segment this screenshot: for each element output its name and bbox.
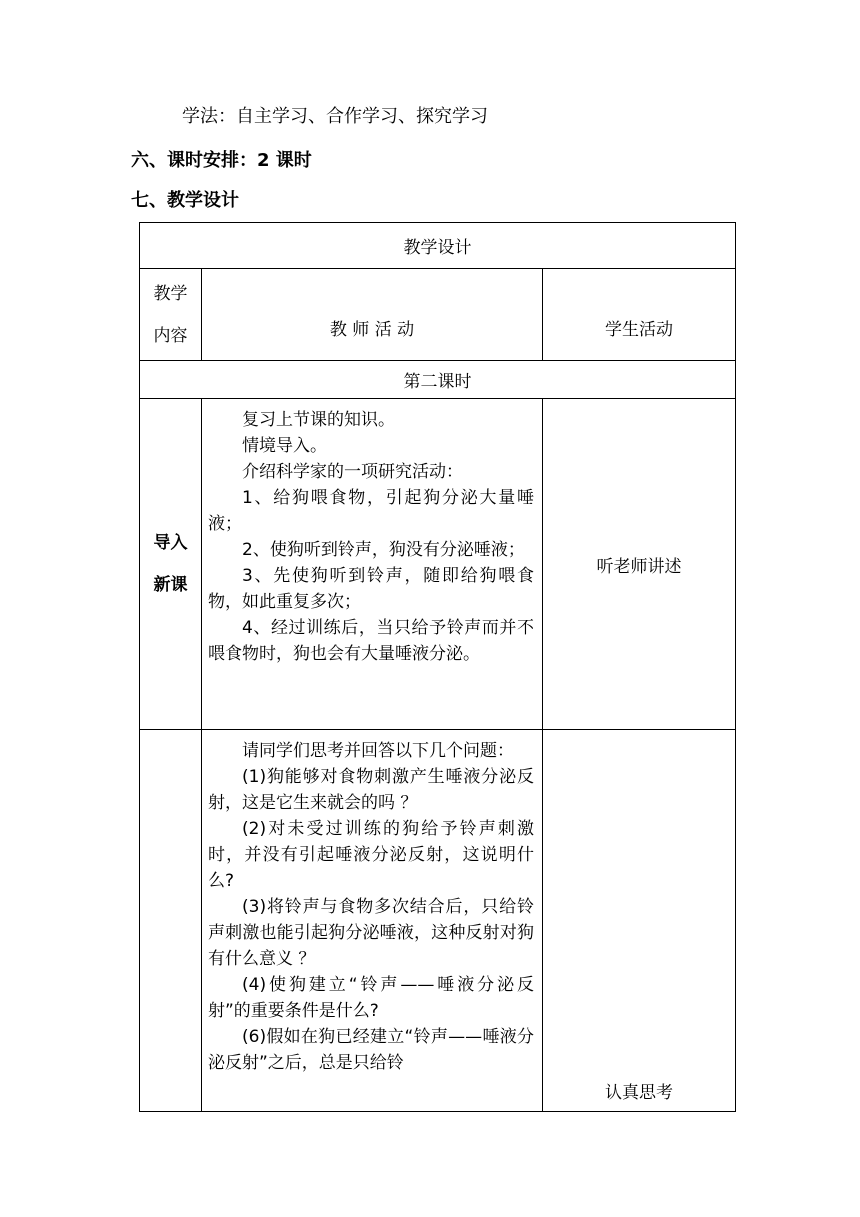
row1-paragraph: 3、先使狗听到铃声，随即给狗喂食物，如此重复多次； <box>208 566 534 612</box>
row1-paragraph: 1、给狗喂食物，引起狗分泌大量唾液； <box>208 488 534 534</box>
table-title: 教学设计 <box>140 223 736 269</box>
row1-label-line1: 导入 <box>153 533 188 553</box>
row2-paragraph: (4)使狗建立“铃声——唾液分泌反射”的重要条件是什么? <box>208 975 534 1021</box>
row1-label-line2: 新课 <box>153 575 188 595</box>
row2-paragraph: (6)假如在狗已经建立“铃声——唾液分泌反射”之后，总是只给铃 <box>208 1027 534 1073</box>
row1-label <box>140 399 202 730</box>
section-six-heading: 六、课时安排：2 课时 <box>131 150 312 171</box>
row2-paragraph: 请同学们思考并回答以下几个问题： <box>242 741 514 761</box>
col-content-header-line1: 教学 <box>153 283 188 304</box>
row2-paragraph: (2)对未受过训练的狗给予铃声刺激时，并没有引起唾液分泌反射，这说明什么? <box>208 819 534 891</box>
row2-student-activity: 认真思考 <box>543 730 736 1112</box>
col-teacher-header: 教 师 活 动 <box>202 269 543 361</box>
row1-paragraph: 复习上节课的知识。 <box>242 410 395 430</box>
teaching-design-table <box>139 222 736 1112</box>
row2-paragraph: (1)狗能够对食物刺激产生唾液分泌反射，这是它生来就会的吗 ？ <box>208 767 534 813</box>
session-label: 第二课时 <box>140 361 736 399</box>
row1-paragraph: 介绍科学家的一项研究活动： <box>242 462 463 482</box>
row1-student-activity: 听老师讲述 <box>543 399 736 730</box>
section-seven-heading: 七、教学设计 <box>131 190 239 211</box>
col-student-header: 学生活动 <box>543 269 736 361</box>
row1-paragraph: 4、经过训练后，当只给予铃声而并不喂食物时，狗也会有大量唾液分泌。 <box>208 618 534 664</box>
row1-paragraph: 2、使狗听到铃声，狗没有分泌唾液； <box>242 540 525 560</box>
study-methods-line: 学法：自主学习、合作学习、探究学习 <box>182 106 488 127</box>
row2-teacher-activity <box>202 730 543 1112</box>
row1-teacher-activity <box>202 399 543 730</box>
col-content-header-line2: 内容 <box>153 325 188 346</box>
col-content-header <box>140 269 202 361</box>
row1-paragraph: 情境导入。 <box>242 436 327 456</box>
row2-paragraph: (3)将铃声与食物多次结合后，只给铃声刺激也能引起狗分泌唾液，这种反射对狗有什么意义 ？ <box>208 897 534 969</box>
row2-label <box>140 730 202 1112</box>
